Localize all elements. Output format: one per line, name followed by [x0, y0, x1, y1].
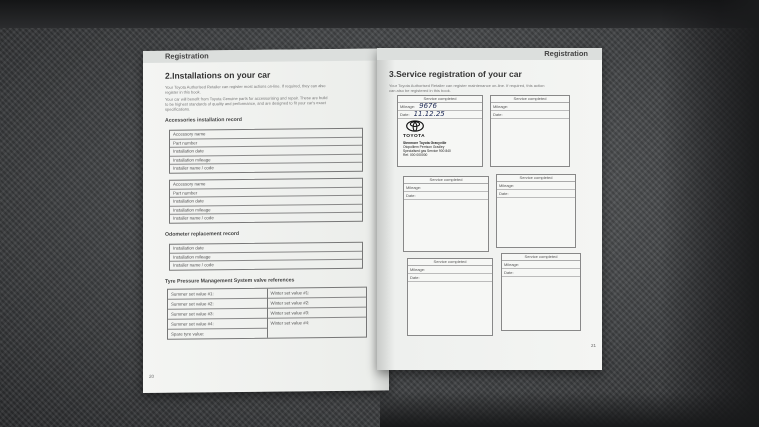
form-row: Summer set value #2:	[168, 298, 267, 309]
odometer-form	[169, 242, 363, 271]
service-box-header: Service completed	[404, 177, 488, 184]
form-row: Installation date	[170, 196, 362, 207]
left-page-number: 20	[149, 373, 155, 379]
form-row: Winter set value #4:	[270, 319, 310, 326]
left-intro: Your Toyota Authorised Retailer can register most actions on-line. If required, they can also register in this book. Your car will benefit from Toyota Genuine parts for accessorising and repair. These are build to be highest standards of quality and performance, and are designed to fit your car's exact specifications.	[165, 83, 328, 112]
mileage-row: Mileage:	[502, 261, 580, 269]
service-box-header: Service completed	[502, 254, 580, 261]
tpms-title: Tyre Pressure Management System valve references	[165, 277, 295, 285]
dealer-stamp	[403, 120, 479, 156]
form-row: Installation date	[170, 146, 362, 157]
form-row: Winter set value #1:	[268, 287, 367, 298]
date-row: Date:	[404, 192, 488, 200]
mileage-row: Mileage:	[491, 103, 569, 111]
accessory-form-2	[169, 178, 363, 224]
service-box-filled	[397, 95, 483, 167]
form-row: Installer name / code	[173, 215, 214, 222]
odometer-title: Odometer replacement record	[165, 230, 240, 238]
form-row: Summer set value #4:	[168, 318, 267, 329]
mileage-row: Mileage: 9676	[398, 103, 482, 111]
form-row: Spare tyre value:	[171, 331, 205, 337]
service-box	[407, 258, 493, 336]
right-section-title: 3.Service registration of your car	[389, 69, 522, 79]
form-row: Installation mileage	[170, 204, 362, 215]
accessory-form-1	[169, 128, 363, 174]
form-row: Part number	[170, 137, 362, 148]
stamp-line: Stenmore Toyota Gravyville	[403, 141, 447, 145]
stamp-brand: TOYOTA	[403, 134, 425, 139]
form-row: Installer name / code	[173, 165, 214, 172]
stamp-line: Specialised gas Service 900 840	[403, 149, 451, 153]
stamp-line: Otopolliem Perrison Gradley	[403, 145, 445, 149]
date-row: Date: 11.12.25	[398, 111, 482, 119]
form-row: Winter set value #3:	[268, 307, 367, 318]
toyota-logo-icon	[405, 120, 425, 132]
stamp-line: Ref. 000 000000	[403, 153, 428, 157]
mileage-row: Mileage:	[497, 182, 575, 190]
form-row: Summer set value #3:	[168, 308, 267, 319]
service-box	[490, 95, 570, 167]
mileage-row: Mileage:	[404, 184, 488, 192]
left-page	[143, 48, 389, 393]
form-row: Installer name / code	[173, 262, 214, 268]
date-row: Date:	[408, 274, 492, 282]
tpms-form	[167, 286, 367, 339]
form-row: Installation mileage	[170, 251, 362, 262]
right-page	[377, 48, 602, 370]
right-header: Registration	[377, 48, 602, 60]
accessories-title: Accessories installation record	[165, 116, 242, 124]
date-row: Date:	[497, 190, 575, 198]
form-row: Accessory name	[170, 129, 362, 140]
service-box	[496, 174, 576, 248]
service-box	[501, 253, 581, 331]
form-row: Winter set value #2:	[268, 297, 367, 308]
form-row: Part number	[170, 187, 362, 198]
form-row: Installation mileage	[170, 154, 362, 165]
tpms-winter-column	[267, 287, 367, 337]
tpms-summer-column	[168, 288, 267, 338]
mileage-row: Mileage:	[408, 266, 492, 274]
form-row: Summer set value #1:	[168, 288, 267, 299]
handwritten-mileage: 9676	[419, 102, 437, 110]
form-row: Accessory name	[170, 179, 362, 190]
handwritten-date: 11.12.25	[413, 110, 445, 118]
service-box-header: Service completed	[497, 175, 575, 182]
left-header: Registration	[143, 48, 389, 63]
right-page-number: 21	[590, 343, 596, 348]
service-box-header: Service completed	[398, 96, 482, 103]
service-box	[403, 176, 489, 252]
left-section-title: 2.Installations on your car	[165, 69, 271, 81]
date-row: Date:	[502, 269, 580, 277]
right-intro: Your Toyota Authorised Retailer can register maintenance on-line. If required, this action can also be registered in this book.	[389, 83, 545, 93]
form-row: Installation date	[170, 243, 362, 254]
service-box-header: Service completed	[491, 96, 569, 103]
service-box-header: Service completed	[408, 259, 492, 266]
date-row: Date:	[491, 111, 569, 119]
